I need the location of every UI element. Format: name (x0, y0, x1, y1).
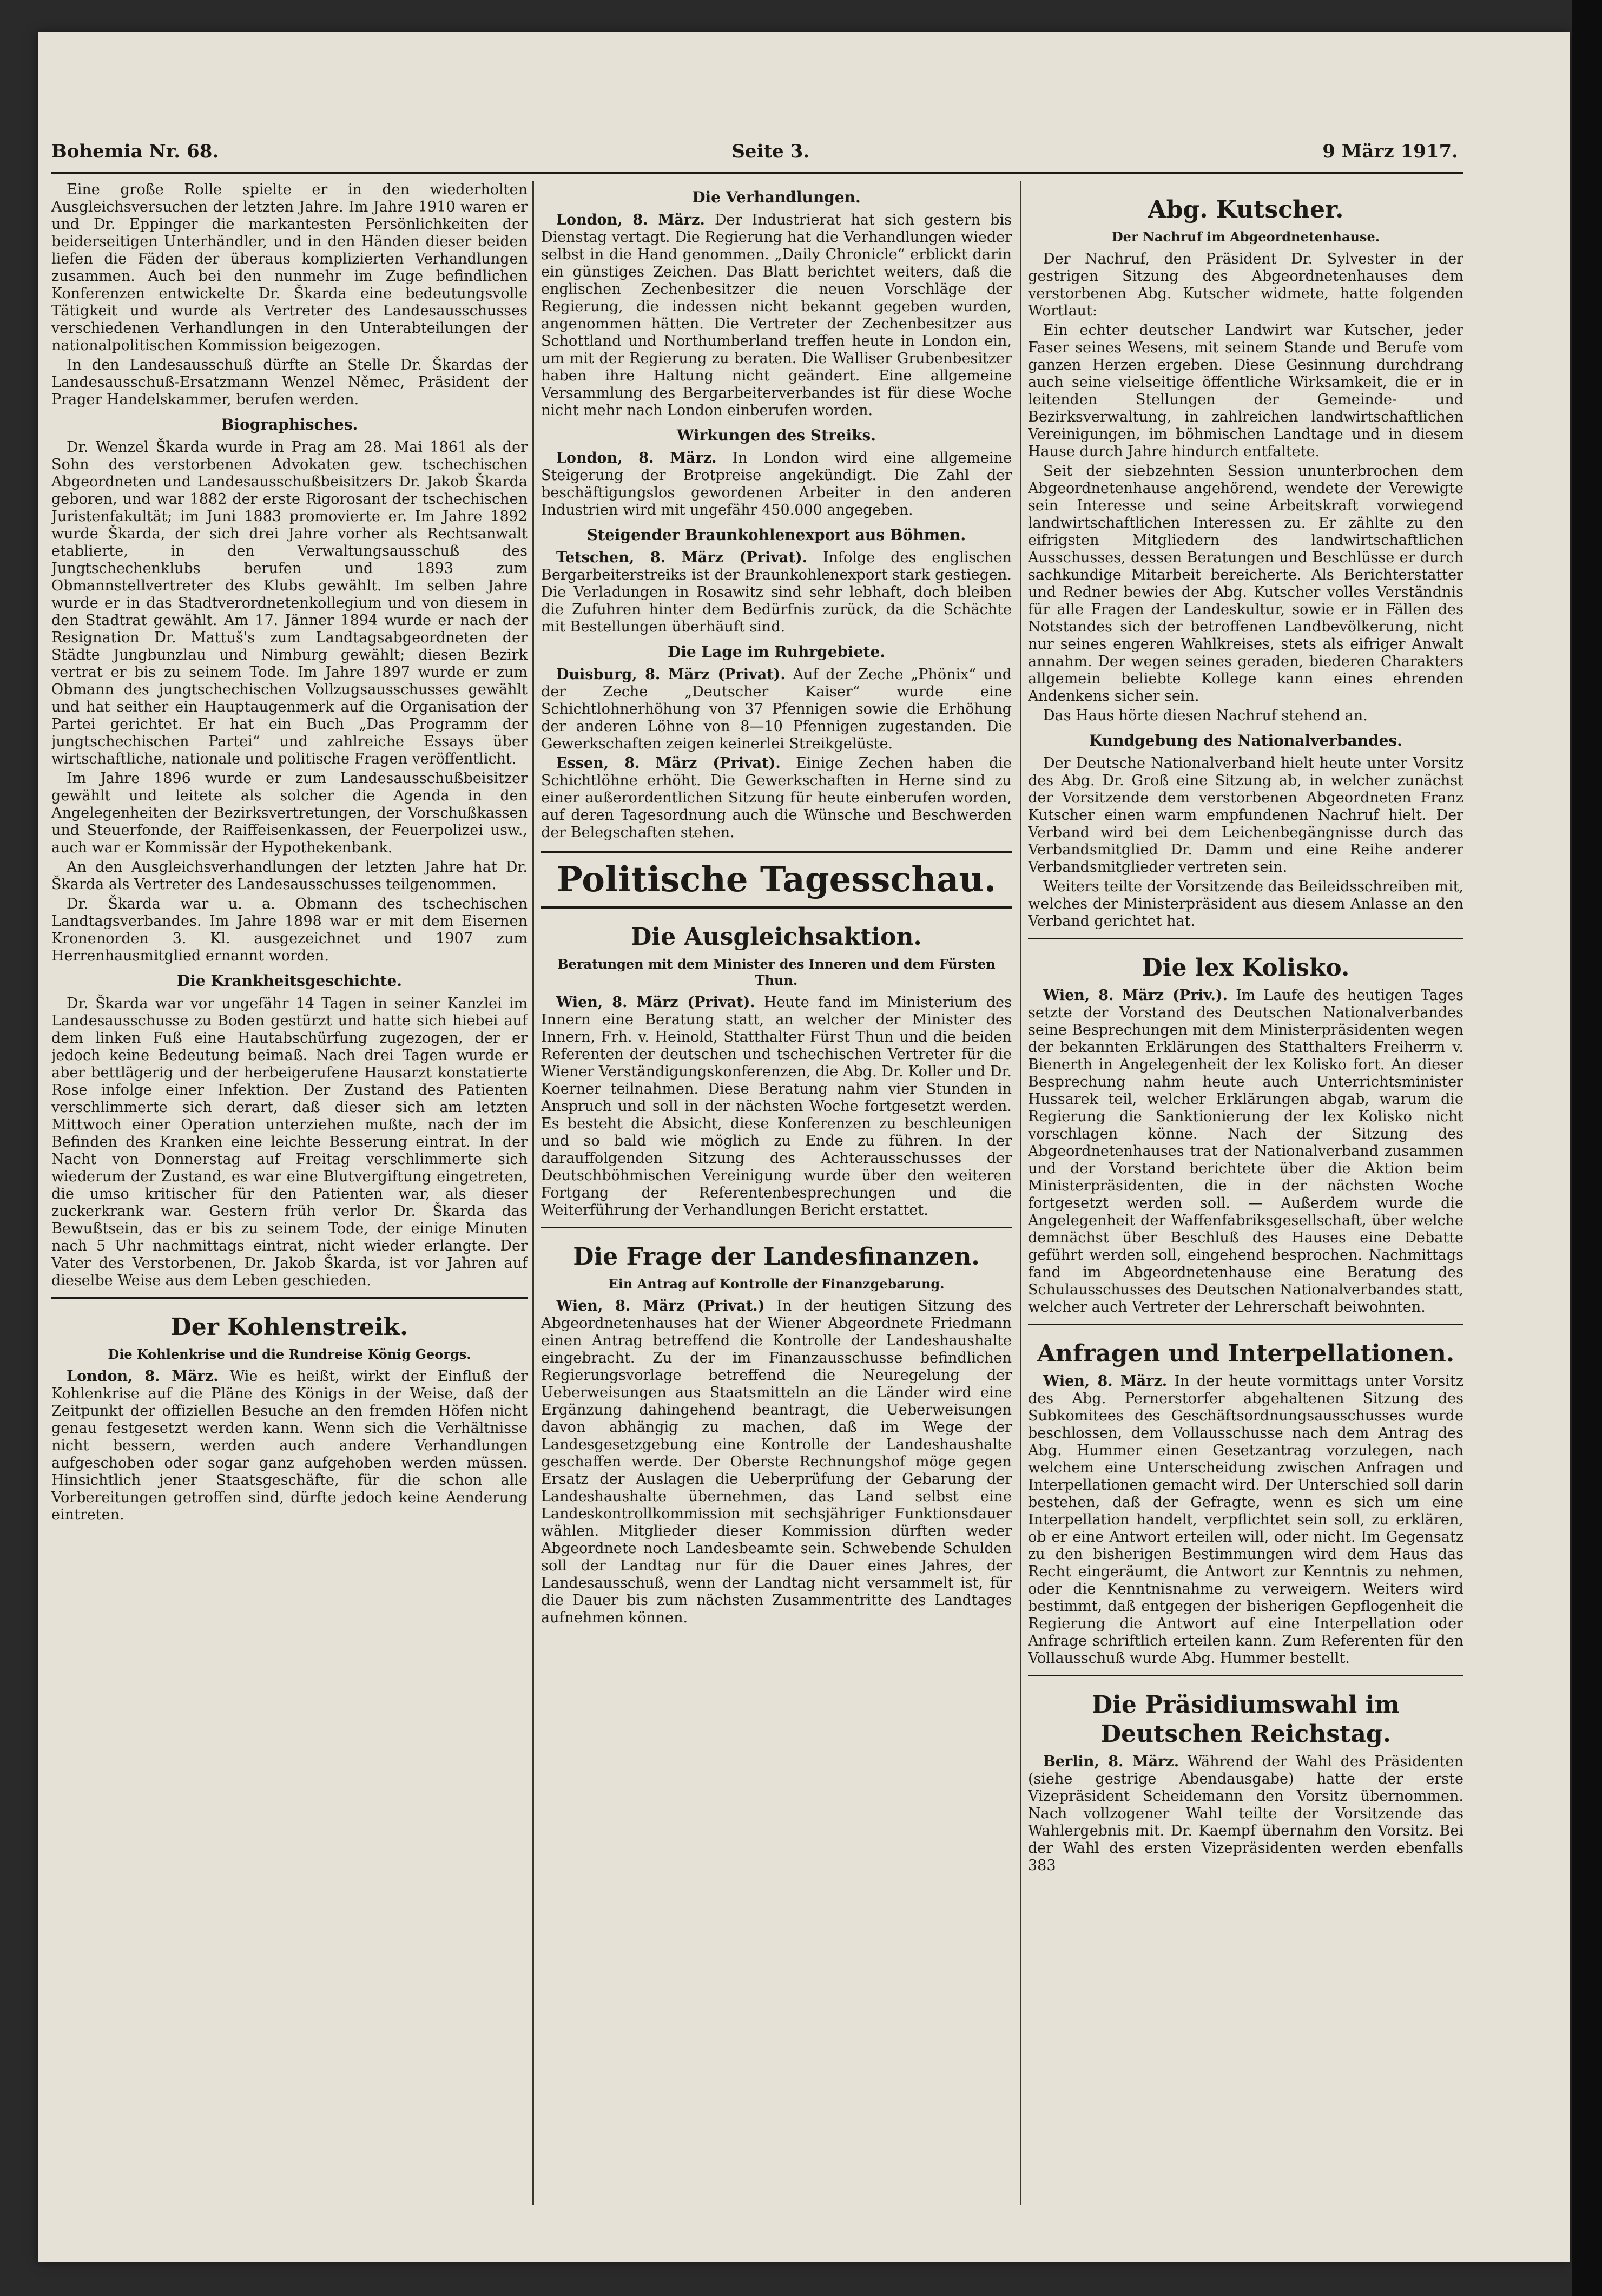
separator (1028, 1324, 1463, 1325)
article-paragraph (51, 1368, 528, 1524)
article-headline: Die Ausgleichsaktion. (631, 923, 922, 951)
section-heading: Die Verhandlungen. (692, 188, 861, 206)
article-paragraph (541, 994, 1012, 1219)
article-paragraph: Der Deutsche Nationalverband hielt heute unter Vorsitz des Abg. Dr. Groß eine Sitzung ab, in welcher zunächst der Vorsitzende dem verstorbenen Abgeordneten Franz Kutscher einen warm empfundenen Nachruf hielt. Der Verband wird bei dem Leichenbegängnisse durch das Verbandsmitglied Dr. Damm und eine Reihe anderer Verbandsmitglieder vertreten sein. (1028, 755, 1463, 876)
article-paragraph (541, 212, 1012, 419)
article-paragraph: In den Landesausschuß dürfte an Stelle Dr. Škardas der Landesausschuß-Ersatzmann Wenzel Němec, Präsident der Prager Handelskammer, berufen werden. (51, 357, 528, 408)
header-paper-number: Bohemia Nr. 68. (51, 141, 219, 162)
article-paragraph: Der Nachruf, den Präsident Dr. Sylvester in der gestrigen Sitzung des Abgeordnetenhauses dem verstorbenen Abg. Kutscher widmete, hatte folgenden Wortlaut: (1028, 251, 1463, 319)
section-heading: Biographisches. (221, 416, 358, 433)
article-paragraph (1028, 1753, 1463, 1874)
article-paragraph (1028, 1373, 1463, 1667)
article-text: In der heutigen Sitzung des Abgeordnetenhauses hat der Wiener Abgeordnete Friedmann einen Antrag betreffend die Kontrolle der Landeshaushalte eingebracht. Zu der im Finanzausschusse befindlichen Regierungsvorlage betreffend die Neuregelung der Ueberweisungen aus Staatsmitteln an die Länder wird eine Ergänzung dahingehend beantragt, die Ueberweisungen davon abhängig zu machen, daß im Wege der Landesgesetzgebung eine Kontrolle der Landeshaushalte geschaffen werde. Der Oberste Rechnungshof möge gegen Ersatz der Auslagen die Ueberprüfung der Gebarung der Landeshaushalte übernehmen, das Land selbst eine Landeskontrollkommission mit sechsjähriger Funktionsdauer wählen. Mitglieder dieser Kommission dürften weder Abgeordnete noch Landesbeamte sein. Schwebende Schulden soll der Landtag nur für die Dauer eines Jahres, der Landesausschuß, wenn der Landtag nicht versammelt ist, für die Dauer bis zum nächsten Zusammentritte des Landtages aufnehmen können. (541, 1298, 1012, 1626)
article-paragraph (541, 755, 1012, 841)
article-paragraph: Dr. Škarda war u. a. Obmann des tschechischen Landtagsverbandes. Im Jahre 1898 war er mit dem Eisernen Kronenorden 3. Kl. ausgezeichnet und 1907 zum Herrenhausmitglied ernannt worden. (51, 896, 528, 964)
column-3 (1028, 181, 1463, 2205)
article-paragraph (541, 549, 1012, 636)
dateline: Duisburg, 8. März (Privat). (556, 666, 786, 683)
article-text: Der Industrierat hat sich gestern bis Dienstag vertagt. Die Regierung hat die Verhandlungen wieder selbst in die Hand genommen. „Daily Chronicle“ erblickt darin ein günstiges Zeichen. Das Blatt berichtet weiters, daß die englischen Zechenbesitzer die neuen Vorschläge der Regierung, die indessen nicht bekannt gegeben wurden, angenommen hätten. Die Vertreter der Zechenbesitzer aus Schottland und Northumberland treffen heute in London ein, um mit der Regierung zu beraten. Die Walliser Grubenbesitzer haben ihre Haltung nicht geändert. Eine allgemeine Versammlung des Bergarbeiterverbandes ist für diese Woche nicht mehr nach London einberufen worden. (541, 212, 1012, 419)
article-text: Infolge des englischen Bergarbeiterstreiks ist der Braunkohlenexport stark gestiegen. Die Verladungen in Rosawitz sind sehr lebhaft, doch bleiben die Zufuhren hinter dem Bedürfnis zurück, da die Schächte mit Bestellungen überhäuft sind. (541, 549, 1012, 635)
article-paragraph: Ein echter deutscher Landwirt war Kutscher, jeder Faser seines Wesens, mit seinem Stande und Berufe vom ganzen Herzen ergeben. Diese Gesinnung durchdrang auch seine vielseitige öffentliche Wirksamkeit, die er in leitenden Stellungen der Gemeinde- und Bezirksverwaltung, in zahlreichen landwirtschaftlichen Vereinigungen, im böhmischen Landtage und in diesem Hause durch Jahre hindurch entfaltete. (1028, 322, 1463, 460)
article-paragraph: Weiters teilte der Vorsitzende das Beileidsschreiben mit, welches der Ministerpräsident aus diesem Anlasse an den Verband gerichtet hat. (1028, 878, 1463, 930)
section-heading: Wirkungen des Streiks. (676, 426, 876, 444)
header-rule (51, 172, 1463, 174)
article-subheadline: Ein Antrag auf Kontrolle der Finanzgebarung. (608, 1276, 945, 1292)
dateline: Wien, 8. März (Privat). (556, 994, 755, 1011)
separator (541, 1227, 1012, 1228)
article-headline: Die Präsidiumswahl im Deutschen Reichstag. (1092, 1691, 1400, 1748)
separator (1028, 938, 1463, 939)
article-paragraph: Eine große Rolle spielte er in den wiederholten Ausgleichsversuchen der letzten Jahre. Im Jahre 1910 waren er und Dr. Eppinger die markantesten Persönlichkeiten der beiderseitigen Unterhändler, und in den Händen dieser beiden liefen die Fäden der überaus komplizierten Verhandlungen zusammen. Auch bei den nunmehr im Zuge befindlichen Konferenzen entwickelte Dr. Škarda eine bedeutungsvolle Tätigkeit und wurde als Vertreter des Landesausschusses verschiedenen Verhandlungen in den Unterabteilungen der nationalpolitischen Kommission beigezogen. (51, 181, 528, 354)
article-text: Heute fand im Ministerium des Innern eine Beratung statt, an welcher der Minister des Innern, Frh. v. Heinold, Statthalter Fürst Thun und die beiden Referenten der deutschen und tschechischen Vertreter für die Wiener Verständigungskonferenzen, die Abg. Dr. Koller und Dr. Koerner teilnahmen. Diese Beratung nahm vier Stunden in Anspruch und soll in der nächsten Woche fortgesetzt werden. Es besteht die Absicht, diese Konferenzen zu beschleunigen und so bald wie möglich zu Ende zu führen. In der darauffolgenden Sitzung des Achterausschusses der Deutschböhmischen Vereinigung wurde über den weiteren Fortgang der Referentenbesprechungen und die Weiterführung der Verhandlungen Bericht erstattet. (541, 994, 1012, 1219)
dateline: Wien, 8. März (Privat.) (556, 1298, 765, 1314)
dateline: London, 8. März. (556, 450, 717, 466)
dateline: London, 8. März. (556, 212, 705, 228)
article-paragraph: Seit der siebzehnten Session ununterbrochen dem Abgeordnetenhause angehörend, wendete der Verewigte sein Interesse und seine Arbeitskraft vorwiegend landwirtschaftlichen Interessen zu. Er zählte zu den eifrigsten Mitgliedern des landwirtschaftlichen Ausschusses, dessen Beratungen und Beschlüsse er durch sachkundige Mitarbeit bereicherte. Als Berichterstatter und Redner bewies der Abg. Kutscher volles Verständnis für alle Fragen der Landeskultur, sowie er in Fällen des Notstandes sich der betroffenen Landbevölkerung, nicht nur seines engeren Wahlkreises, stets als eifriger Anwalt annahm. Der wegen seines geraden, biederen Charakters allgemein beliebte Kollege kann eines ehrenden Andenkens sicher sein. (1028, 463, 1463, 705)
header-page-number: Seite 3. (731, 141, 810, 162)
article-headline: Anfragen und Interpellationen. (1037, 1340, 1455, 1367)
article-paragraph (1028, 987, 1463, 1316)
article-paragraph: An den Ausgleichsverhandlungen der letzten Jahre hat Dr. Škarda als Vertreter des Landesausschusses teilgenommen. (51, 859, 528, 893)
column-rule-1 (532, 181, 534, 2205)
article-paragraph (541, 1298, 1012, 1627)
section-heading: Die Lage im Ruhrgebiete. (667, 643, 886, 661)
dateline: Berlin, 8. März. (1043, 1753, 1179, 1770)
separator (51, 1297, 528, 1299)
article-text: Auf der Zeche „Phönix“ und der Zeche „Deutscher Kaiser“ wurde eine Schichtlohnerhöhung von 37 Pfennigen sowie die Erhöhung der anderen Löhne von 8—10 Pfennigen zugestanden. Die Gewerkschaften zeigen keinerlei Streikgelüste. (541, 666, 1012, 752)
article-text: Im Laufe des heutigen Tages setzte der Vorstand des Deutschen Nationalverbandes seine Besprechungen mit dem Ministerpräsidenten wegen der bekannten Erklärungen des Statthalters Freiherrn v. Bienerth in Angelegenheit der lex Kolisko fort. An dieser Besprechung nahm heute auch Unterrichtsminister Hussarek teil, welcher Erklärungen abgab, warum die Regierung die Sanktionierung der lex Kolisko nicht vorschlagen könne. Nach der Sitzung des Abgeordnetenhauses trat der Nationalverband zusammen und der Vorstand berichtete über die Aktion beim Ministerpräsidenten, die in der nächsten Woche fortgesetzt werden soll. — Außerdem wurde die Angelegenheit der Waffenfabriksgesellschaft, über welche demnächst über Beschluß des Hauses eine Debatte geführt werden soll, eingehend besprochen. Nachmittags fand im Abgeordnetenhause eine Beratung des Schulausschusses des Deutschen Nationalverbandes statt, welcher auch Vertreter der Lehrerschaft beiwohnten. (1028, 987, 1463, 1315)
article-paragraph: Dr. Wenzel Škarda wurde in Prag am 28. Mai 1861 als der Sohn des verstorbenen Advokaten gew. tschechischen Abgeordneten und Landesausschußbeisitzers Dr. Jakob Škarda geboren, und war 1882 der erste Rigorosant der tschechischen Juristenfakultät; im Juni 1883 promovierte er. Im Jahre 1892 wurde Škarda, der sich drei Jahre vorher als Rechtsanwalt etablierte, in den Verwaltungsausschuß des Jungtschechenklubs berufen und 1893 zum Obmannstellvertreter des Klubs gewählt. Im selben Jahre wurde er in das Stadtverordnetenkollegium und von diesem in den Stadtrat gewählt. Am 17. Jänner 1894 wurde er nach der Resignation Dr. Mattuš's zum Landtagsabgeordneten der Städte Jungbunzlau und Nimburg gewählt; diesen Bezirk vertrat er bis zu seinem Tode. Im Jahre 1897 wurde er zum Obmann des jungtschechischen Vollzugsausschusses gewählt und hat seither ein Hauptaugenmerk auf die Organisation der Partei gerichtet. Er hat ein Buch „Das Programm der jungtschechischen Partei“ und zahlreiche Essays über wirtschaftliche, nationale und politische Fragen veröffentlicht. (51, 439, 528, 767)
article-text: In der heute vormittags unter Vorsitz des Abg. Pernerstorfer abgehaltenen Sitzung des Subkomitees des Geschäftsordnungsausschusses wurde beschlossen, dem Vollausschusse nach dem Antrag des Abg. Hummer einen Gesetzantrag vorzulegen, nach welchem eine Unterscheidung zwischen Anfragen und Interpellationen gemacht wird. Der Unterschied soll darin bestehen, daß der Gefragte, wenn es sich um eine Interpellation handelt, verpflichtet sein soll, zu erklären, ob er eine Antwort erteilen will, oder nicht. Im Gegensatz zu den bisherigen Bestimmungen wird dem Haus das Recht eingeräumt, die Antwort zur Kenntnis zu nehmen, oder die Kenntnisnahme zu verweigern. Weiters wird bestimmt, daß entgegen der bisherigen Gepflogenheit die Regierung die Antwort auf eine Interpellation oder Anfrage schriftlich erteilen kann. Zum Referenten für den Vollausschuß wurde Abg. Hummer bestellt. (1028, 1373, 1463, 1667)
separator (1028, 1675, 1463, 1676)
article-headline: Der Kohlenstreik. (170, 1313, 408, 1341)
article-text: Während der Wahl des Präsidenten (siehe gestrige Abendausgabe) hatte der erste Vizepräsident Scheidemann den Vorsitz übernommen. Nach vollzogener Wahl teilte der Vorsitzende das Wahlergebnis mit. Dr. Kaempf übernahm den Vorsitz. Bei der Wahl des ersten Vizepräsidenten werden ebenfalls 383 (1028, 1753, 1463, 1874)
dateline: Wien, 8. März (Priv.). (1043, 987, 1228, 1004)
dateline: Essen, 8. März (Privat). (556, 755, 781, 772)
dateline: Tetschen, 8. März (Privat). (556, 549, 808, 566)
article-text: Einige Zechen haben die Schichtlöhne erhöht. Die Gewerkschaften in Herne sind zu einer außerordentlichen Sitzung für heute einberufen worden, auf deren Tagesordnung auch die Wünsche und Beschwerden der Belegschaften stehen. (541, 755, 1012, 841)
article-headline: Die Frage der Landesfinanzen. (573, 1243, 980, 1271)
article-paragraph: Das Haus hörte diesen Nachruf stehend an. (1043, 707, 1368, 724)
section-heading: Kundgebung des Nationalverbandes. (1089, 732, 1402, 749)
scan-border (1572, 0, 1602, 2296)
page-header (51, 135, 1458, 168)
column-rule-2 (1020, 181, 1021, 2205)
header-date: 9 März 1917. (1322, 141, 1458, 162)
column-2 (541, 181, 1012, 2205)
article-headline: Abg. Kutscher. (1148, 196, 1344, 223)
article-subheadline: Beratungen mit dem Minister des Inneren und dem Fürsten Thun. (557, 956, 996, 988)
section-title: Politische Tagesschau. (541, 851, 1012, 909)
article-text: In London wird eine allgemeine Steigerung der Brotpreise angekündigt. Die Zahl der beschäftigungslos gewordenen Arbeiter in den anderen Industrien wird mit ungefähr 450.000 angegeben. (541, 450, 1012, 518)
dateline: Wien, 8. März. (1043, 1373, 1168, 1390)
column-1 (51, 181, 528, 2205)
article-paragraph: Dr. Škarda war vor ungefähr 14 Tagen in seiner Kanzlei im Landesausschusse zu Boden gestürzt und hatte sich hiebei auf dem linken Fuß eine Hautabschürfung zugezogen, der er jedoch keine Bedeutung beimaß. Nach drei Tagen wurde er aber bettlägerig und der herbeigerufene Hausarzt konstatierte Rose infolge einer Infektion. Der Zustand des Patienten verschlimmerte sich derart, daß dieser sich am letzten Mittwoch einer Operation unterziehen mußte, nach der im Befinden des Kranken eine leichte Besserung eintrat. In der Nacht von Donnerstag auf Freitag verschlimmerte sich wiederum der Zustand, es war eine Blutvergiftung eingetreten, die umso kritischer für den Patienten war, als dieser zuckerkrank war. Gestern früh verlor Dr. Škarda das Bewußtsein, das er bis zu seinem Tode, der einige Minuten nach 5 Uhr nachmittags eintrat, nicht wieder erlangte. Der Vater des Verstorbenen, Dr. Jakob Škarda, ist vor Jahren auf dieselbe Weise aus dem Leben geschieden. (51, 995, 528, 1289)
article-headline: Die lex Kolisko. (1142, 954, 1350, 982)
dateline: London, 8. März. (67, 1368, 219, 1385)
article-paragraph: Im Jahre 1896 wurde er zum Landesausschußbeisitzer gewählt und leitete als solcher die Agenda in den Angelegenheiten der Bezirksvertretungen, der Vorschußkassen und Steuerfonde, der Raiffeisenkassen, der Feuerpolizei usw., auch war er Kommissär der Hypothekenbank. (51, 770, 528, 856)
article-paragraph (541, 666, 1012, 753)
article-text: Wie es heißt, wirkt der Einfluß der Kohlenkrise auf die Pläne des Königs in der Weise, daß der Zeitpunkt der offiziellen Besuche an den fremden Höfen nicht genau festgesetzt werden kann. Wenn sich die Verhältnisse nicht bessern, werden auch andere Verhandlungen aufgeschoben oder sogar ganz aufgehoben werden müssen. Hinsichtlich jener Staatsgeschäfte, für die schon alle Vorbereitungen getroffen sind, dürfte jedoch keine Aenderung eintreten. (51, 1368, 528, 1523)
article-subheadline: Der Nachruf im Abgeordnetenhause. (1111, 229, 1380, 245)
section-heading: Die Krankheitsgeschichte. (176, 972, 403, 990)
article-paragraph (541, 450, 1012, 519)
section-heading: Steigender Braunkohlenexport aus Böhmen. (586, 526, 966, 544)
article-subheadline: Die Kohlenkrise und die Rundreise König Georgs. (108, 1346, 471, 1362)
